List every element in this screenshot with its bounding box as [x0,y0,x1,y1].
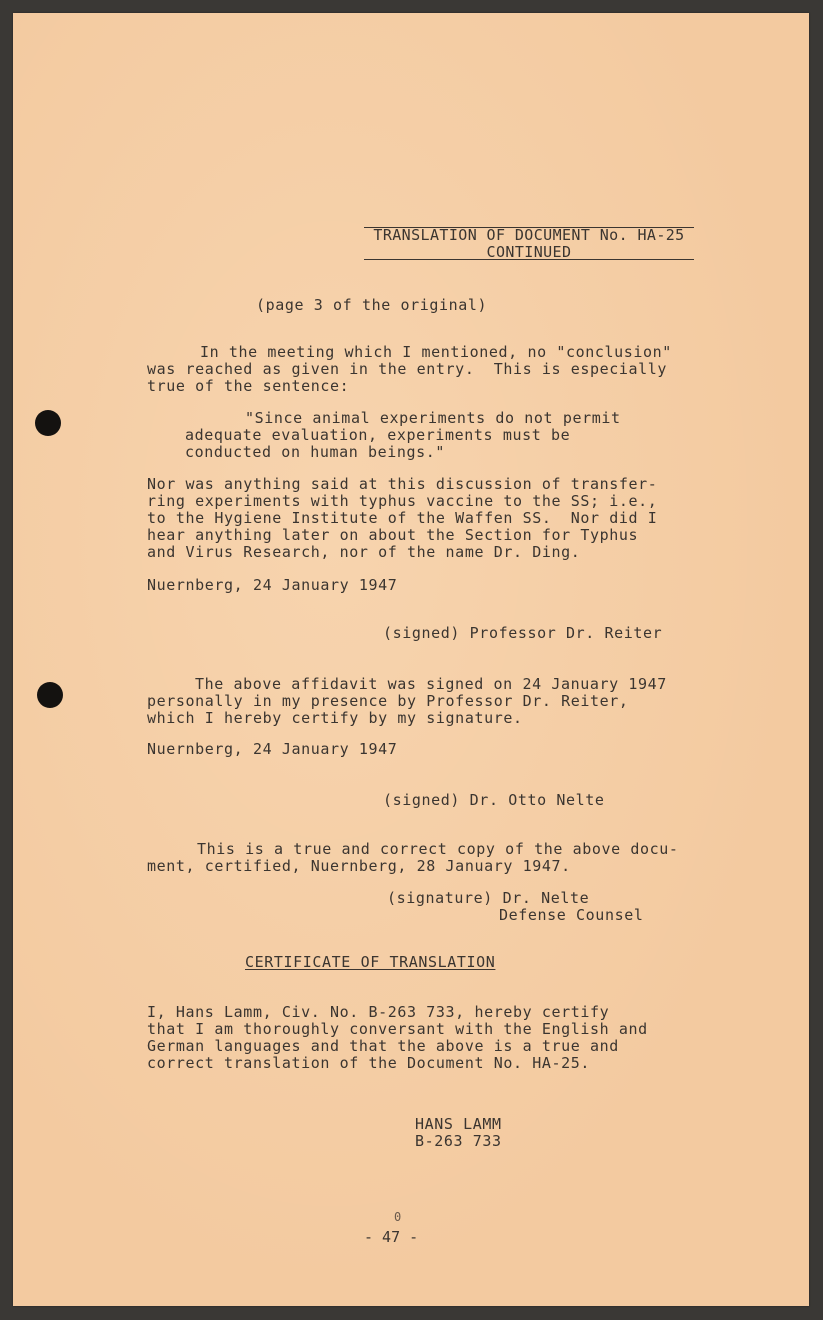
translator-number: B-263 733 [415,1132,502,1150]
copy-cert-line1: This is a true and correct copy of the above docu- [197,840,679,858]
affidavit-line1: The above affidavit was signed on 24 January 1947 [195,675,667,693]
paragraph2-line1: Nor was anything said at this discussion of transfer- [147,475,658,493]
paragraph1-line3: true of the sentence: [147,377,350,395]
header-title: TRANSLATION OF DOCUMENT No. HA-25 [373,226,685,244]
page-number: - 47 - [364,1228,419,1246]
paragraph2-line3: to the Hygiene Institute of the Waffen SS. Nor did I [147,509,658,527]
punch-hole-top [35,410,61,436]
signature-line: (signature) Dr. Nelte [387,889,590,907]
header-bottom-rule [364,259,694,260]
punch-hole-bottom [37,682,63,708]
date-2: Nuernberg, 24 January 1947 [147,740,398,758]
paragraph2-line2: ring experiments with typhus vaccine to the SS; i.e., [147,492,658,510]
quote-line1: "Since animal experiments do not permit [245,409,621,427]
page-reference: (page 3 of the original) [256,296,488,314]
paragraph1-line1: In the meeting which I mentioned, no "conclusion" [200,343,672,361]
paragraph1-line2: was reached as given in the entry. This is especially [147,360,668,378]
quote-line2: adequate evaluation, experiments must be [185,426,571,444]
defense-counsel: Defense Counsel [499,906,644,924]
date-1: Nuernberg, 24 January 1947 [147,576,398,594]
translator-name: HANS LAMM [415,1115,502,1133]
cert-line4: correct translation of the Document No. HA-25. [147,1054,591,1072]
paragraph2-line5: and Virus Research, nor of the name Dr. Ding. [147,543,581,561]
affidavit-line3: which I hereby certify by my signature. [147,709,523,727]
signed-reiter: (signed) Professor Dr. Reiter [383,624,663,642]
header-subtitle: CONTINUED [486,243,572,261]
affidavit-line2: personally in my presence by Professor Dr. Reiter, [147,692,629,710]
paragraph2-line4: hear anything later on about the Section for Typhus [147,526,639,544]
cert-line2: that I am thoroughly conversant with the English and [147,1020,648,1038]
signed-nelte: (signed) Dr. Otto Nelte [383,791,605,809]
copy-cert-line2: ment, certified, Nuernberg, 28 January 1947. [147,857,571,875]
quote-line3: conducted on human beings." [185,443,446,461]
page-stamp-mark: 0 [394,1210,402,1224]
document-page [13,13,809,1306]
certificate-heading: CERTIFICATE OF TRANSLATION [245,953,496,971]
cert-line3: German languages and that the above is a true and [147,1037,619,1055]
cert-line1: I, Hans Lamm, Civ. No. B-263 733, hereby certify [147,1003,610,1021]
